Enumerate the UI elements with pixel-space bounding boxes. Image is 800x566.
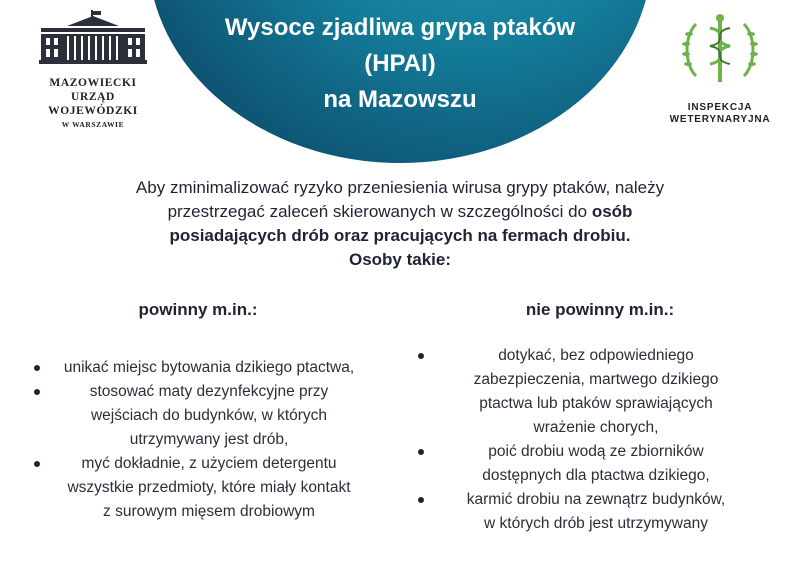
should-list xyxy=(30,356,388,524)
bullet-icon xyxy=(418,497,424,503)
building-icon xyxy=(37,10,149,64)
should-not-heading: nie powinny m.in.: xyxy=(525,300,675,319)
caduceus-icon xyxy=(680,10,760,90)
list-item-line: poić drobiu wodą ze zbiorników xyxy=(488,443,704,460)
bullet-icon xyxy=(418,353,424,359)
page-title xyxy=(170,10,630,118)
intro-paragraph xyxy=(40,176,760,272)
list-item-line: utrzymywany jest drób, xyxy=(129,431,289,448)
bullet-icon xyxy=(418,449,424,455)
logo-right-line-1: INSPEKCJA xyxy=(687,102,753,113)
list-item-line: karmić drobiu na zewnątrz budynków, xyxy=(466,491,726,508)
list-item xyxy=(412,344,780,440)
veterinary-inspection-logo xyxy=(658,10,782,126)
voivodeship-logo xyxy=(26,10,160,129)
list-item-line: wszystkie przedmioty, które miały kontakt xyxy=(67,479,351,496)
intro-line-4-emphasis: Osoby takie: xyxy=(348,250,452,269)
title-line-2: (HPAI) xyxy=(364,50,436,77)
list-item-line: w których drób jest utrzymywany xyxy=(484,515,708,532)
logo-left-line-1: MAZOWIECKI xyxy=(49,77,137,89)
list-item xyxy=(30,356,388,380)
intro-line-2-text: przestrzegać zaleceń skierowanych w szczególności do xyxy=(167,202,592,221)
list-item-line: wejściach do budynków, w których xyxy=(90,407,328,424)
list-item-line: wrażenie chorych, xyxy=(533,419,659,436)
logo-right-line-2: WETERYNARYJNA xyxy=(669,114,771,125)
title-line-1: Wysoce zjadliwa grypa ptaków xyxy=(224,14,576,41)
should-not-list xyxy=(412,344,780,536)
logo-left-line-2: URZĄD WOJEWÓDZKI xyxy=(48,91,138,117)
list-item-line: stosować maty dezynfekcyjne przy xyxy=(89,383,329,400)
list-item-line: dostępnych dla ptactwa dzikiego, xyxy=(482,467,710,484)
intro-line-2 xyxy=(40,200,760,224)
list-item-line: ptactwa lub ptaków sprawiających xyxy=(479,395,713,412)
intro-line-2-emphasis: osób xyxy=(591,202,633,221)
intro-line-3 xyxy=(40,224,760,248)
list-item-line: zabezpieczenia, martwego dzikiego xyxy=(473,371,719,388)
bullet-icon xyxy=(34,461,40,467)
list-item-line: z surowym mięsem drobiowym xyxy=(103,503,315,520)
bullet-icon xyxy=(34,365,40,371)
list-item-line: dotykać, bez odpowiedniego xyxy=(498,347,694,364)
bullet-icon xyxy=(34,389,40,395)
title-line-3: na Mazowszu xyxy=(323,86,477,113)
list-item xyxy=(412,488,780,536)
list-item xyxy=(30,380,388,452)
logo-left-line-3: W WARSZAWIE xyxy=(61,120,125,129)
intro-line-1: Aby zminimalizować ryzyko przeniesienia wirusa grypy ptaków, należy xyxy=(135,178,665,197)
list-item-line: myć dokładnie, z użyciem detergentu xyxy=(81,455,337,472)
intro-line-3-emphasis: posiadających drób oraz pracujących na fermach drobiu. xyxy=(169,226,631,245)
intro-line-4 xyxy=(40,248,760,272)
list-item xyxy=(30,452,388,524)
list-item xyxy=(412,440,780,488)
should-heading: powinny m.in.: xyxy=(138,300,258,319)
list-item-line: unikać miejsc bytowania dzikiego ptactwa, xyxy=(63,359,355,376)
